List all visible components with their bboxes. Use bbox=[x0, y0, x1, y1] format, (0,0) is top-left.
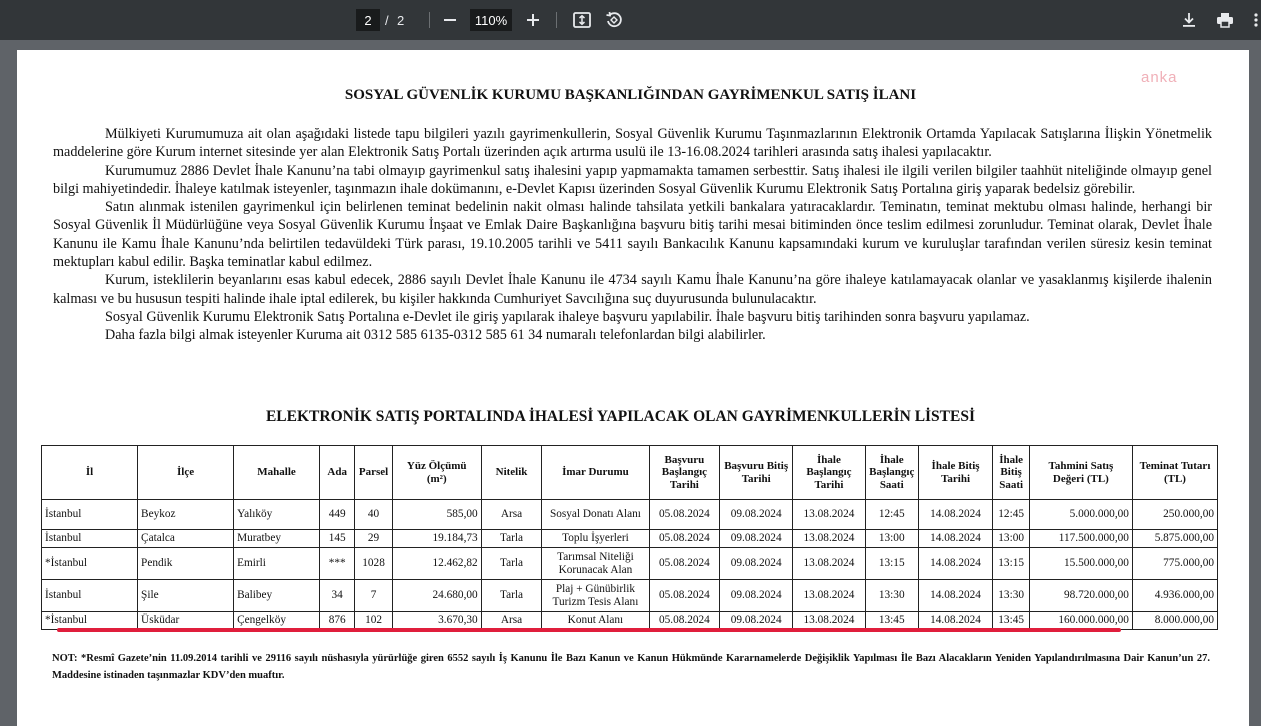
paragraph: Daha fazla bilgi almak isteyenler Kuruma ait 0312 585 6135-0312 585 61 34 numaralı telefonlardan bilgi alabilirler. bbox=[105, 327, 766, 344]
table-cell: Yalıköy bbox=[234, 500, 320, 530]
table-cell: 09.08.2024 bbox=[720, 530, 793, 548]
table-cell: *İstanbul bbox=[42, 612, 138, 630]
column-header: Başvuru Başlangıç Tarihi bbox=[649, 446, 720, 500]
toolbar-divider bbox=[556, 12, 557, 28]
table-cell: 14.08.2024 bbox=[918, 500, 993, 530]
table-cell: 09.08.2024 bbox=[720, 612, 793, 630]
table-cell: 12.462,82 bbox=[392, 548, 481, 580]
table-header-row bbox=[42, 446, 1218, 500]
table-cell: 4.936.000,00 bbox=[1132, 580, 1217, 612]
table-cell: *** bbox=[319, 548, 354, 580]
table-cell: Toplu İşyerleri bbox=[542, 530, 649, 548]
print-icon[interactable] bbox=[1213, 8, 1237, 32]
column-header: İhale Bitiş Tarihi bbox=[918, 446, 993, 500]
column-header: İlçe bbox=[138, 446, 234, 500]
table-cell: 13:15 bbox=[993, 548, 1029, 580]
table-cell: Balibey bbox=[234, 580, 320, 612]
table-cell: 8.000.000,00 bbox=[1132, 612, 1217, 630]
table-cell: 19.184,73 bbox=[392, 530, 481, 548]
table-cell: 585,00 bbox=[392, 500, 481, 530]
anka-watermark: anka bbox=[1141, 69, 1178, 86]
minus-icon[interactable] bbox=[438, 8, 462, 32]
table-cell: 250.000,00 bbox=[1132, 500, 1217, 530]
table-cell: 40 bbox=[355, 500, 392, 530]
table-cell: *İstanbul bbox=[42, 548, 138, 580]
table-cell: Üsküdar bbox=[138, 612, 234, 630]
rotate-icon[interactable] bbox=[602, 8, 626, 32]
download-icon[interactable] bbox=[1177, 8, 1201, 32]
table-cell: 09.08.2024 bbox=[720, 548, 793, 580]
table-cell: 13:45 bbox=[865, 612, 918, 630]
table-cell: Plaj + Günübirlik Turizm Tesis Alanı bbox=[542, 580, 649, 612]
toolbar-divider bbox=[429, 12, 430, 28]
table-cell: 14.08.2024 bbox=[918, 612, 993, 630]
column-header: İmar Durumu bbox=[542, 446, 649, 500]
column-header: Teminat Tutarı (TL) bbox=[1132, 446, 1217, 500]
table-cell: 24.680,00 bbox=[392, 580, 481, 612]
table-row bbox=[42, 612, 1218, 630]
table-cell: 3.670,30 bbox=[392, 612, 481, 630]
more-icon[interactable] bbox=[1251, 8, 1261, 32]
table-cell: İstanbul bbox=[42, 530, 138, 548]
table-cell: Pendik bbox=[138, 548, 234, 580]
table-cell: İstanbul bbox=[42, 500, 138, 530]
table-cell: İstanbul bbox=[42, 580, 138, 612]
table-cell: Çengelköy bbox=[234, 612, 320, 630]
table-cell: Konut Alanı bbox=[542, 612, 649, 630]
table-cell: 14.08.2024 bbox=[918, 548, 993, 580]
table-cell: 13:00 bbox=[865, 530, 918, 548]
table-cell: Beykoz bbox=[138, 500, 234, 530]
table-cell: Arsa bbox=[481, 612, 542, 630]
table-cell: 7 bbox=[355, 580, 392, 612]
list-title: ELEKTRONİK SATIŞ PORTALINDA İHALESİ YAPILACAK OLAN GAYRİMENKULLERİN LİSTESİ bbox=[265, 408, 976, 425]
column-header: İhale Başlangıç Saati bbox=[865, 446, 918, 500]
table-cell: 13:45 bbox=[993, 612, 1029, 630]
table-cell: Tarla bbox=[481, 580, 542, 612]
pdf-toolbar bbox=[0, 0, 1261, 40]
table-cell: Çatalca bbox=[138, 530, 234, 548]
paragraph: Sosyal Güvenlik Kurumu Elektronik Satış Portalına e-Devlet ile giriş yapılarak ihaleye başvuru yapılabilir. İhale başvuru bitiş tarihinden sonra başvuru yapılamaz. bbox=[105, 308, 1030, 325]
table-cell: 15.500.000,00 bbox=[1029, 548, 1132, 580]
plus-icon[interactable] bbox=[521, 8, 545, 32]
table-cell: 775.000,00 bbox=[1132, 548, 1217, 580]
table-cell: 5.875.000,00 bbox=[1132, 530, 1217, 548]
table-cell: 05.08.2024 bbox=[649, 580, 720, 612]
column-header: İhale Bitiş Saati bbox=[993, 446, 1029, 500]
table-cell: Emirli bbox=[234, 548, 320, 580]
table-cell: Muratbey bbox=[234, 530, 320, 548]
column-header: Nitelik bbox=[481, 446, 542, 500]
table-cell: 14.08.2024 bbox=[918, 580, 993, 612]
table-cell: 12:45 bbox=[993, 500, 1029, 530]
table-row bbox=[42, 530, 1218, 548]
table-cell: 98.720.000,00 bbox=[1029, 580, 1132, 612]
table-cell: 13.08.2024 bbox=[793, 500, 866, 530]
column-header: İhale Başlangıç Tarihi bbox=[793, 446, 866, 500]
table-cell: 14.08.2024 bbox=[918, 530, 993, 548]
table-row bbox=[42, 548, 1218, 580]
column-header: Yüz Ölçümü (m²) bbox=[392, 446, 481, 500]
table-cell: 13:00 bbox=[993, 530, 1029, 548]
document-body bbox=[53, 125, 1212, 345]
zoom-level-input[interactable]: 110% bbox=[470, 9, 512, 31]
table-cell: 12:45 bbox=[865, 500, 918, 530]
table-cell: 13.08.2024 bbox=[793, 612, 866, 630]
table-row bbox=[42, 500, 1218, 530]
table-cell: 13.08.2024 bbox=[793, 548, 866, 580]
table-cell: 5.000.000,00 bbox=[1029, 500, 1132, 530]
page-separator: / bbox=[385, 12, 389, 28]
table-cell: 13:15 bbox=[865, 548, 918, 580]
table-cell: 05.08.2024 bbox=[649, 530, 720, 548]
table-cell: 102 bbox=[355, 612, 392, 630]
table-cell: 876 bbox=[319, 612, 354, 630]
table-cell: 05.08.2024 bbox=[649, 612, 720, 630]
table-cell: Tarımsal Niteliği Korunacak Alan bbox=[542, 548, 649, 580]
table-cell: 449 bbox=[319, 500, 354, 530]
table-cell: 34 bbox=[319, 580, 354, 612]
table-cell: 1028 bbox=[355, 548, 392, 580]
table-cell: 13.08.2024 bbox=[793, 580, 866, 612]
document-title: SOSYAL GÜVENLİK KURUMU BAŞKANLIĞINDAN GAYRİMENKUL SATIŞ İLANI bbox=[344, 87, 917, 103]
paragraph: Satın alınmak istenilen gayrimenkul için belirlenen teminat bedelinin nakit olması halinde tahsilata yetkili bankalara yatıracaklardır. Teminatın, teminat mektubu olması halinde, herhangi bir Sosyal Güvenlik İl Müdürlüğüne veya Sosyal Güvenlik Kurumu İnşaat ve Emlak Daire Başkanlığına başvuru bitiş tarihi mesai bitiminden önce teslim edilmesi zorunludur. Teminat olarak, Devlet İhale Kanunu ile Kamu İhale Kanunu’nda belirtilen tedavüldeki Türk parası, 19.10.2005 tarihli ve 5411 sayılı Bankacılık Kanunu kapsamındaki kurum ve kuruluşlar tarafından verilen süresiz kesin teminat mektupları kabul edilir. Başka teminatlar kabul edilmez. bbox=[53, 199, 1212, 271]
table-cell: 29 bbox=[355, 530, 392, 548]
fit-page-icon[interactable] bbox=[570, 8, 594, 32]
table-cell: Şile bbox=[138, 580, 234, 612]
table-cell: Tarla bbox=[481, 548, 542, 580]
table-cell: 05.08.2024 bbox=[649, 548, 720, 580]
table-cell: 05.08.2024 bbox=[649, 500, 720, 530]
table-cell: 13:30 bbox=[865, 580, 918, 612]
column-header: Başvuru Bitiş Tarihi bbox=[720, 446, 793, 500]
table-cell: Arsa bbox=[481, 500, 542, 530]
total-pages: 2 bbox=[397, 12, 405, 28]
table-cell: 117.500.000,00 bbox=[1029, 530, 1132, 548]
paragraph: Mülkiyeti Kurumumuza ait olan aşağıdaki listede tapu bilgileri yazılı gayrimenkullerin, Sosyal Güvenlik Kurumu Taşınmazlarının Elektronik Ortamda Yapılacak Satışlarına İlişkin Yönetmelik maddelerine göre Kurum internet sitesinde yer alan Elektronik Satış Portalı üzerinden açık artırma usulü ile 13-16.08.2024 tarihleri arasında satış ihalesi yapılacaktır. bbox=[53, 126, 1212, 161]
column-header: Ada bbox=[319, 446, 354, 500]
table-cell: Sosyal Donatı Alanı bbox=[542, 500, 649, 530]
table-cell: 13:30 bbox=[993, 580, 1029, 612]
column-header: İl bbox=[42, 446, 138, 500]
table-cell: 145 bbox=[319, 530, 354, 548]
table-cell: 09.08.2024 bbox=[720, 500, 793, 530]
table-cell: 09.08.2024 bbox=[720, 580, 793, 612]
current-page-input[interactable]: 2 bbox=[356, 9, 380, 31]
table-cell: Tarla bbox=[481, 530, 542, 548]
property-table bbox=[41, 445, 1218, 630]
table-row bbox=[42, 580, 1218, 612]
paragraph: Kurumumuz 2886 Devlet İhale Kanunu’na tabi olmayıp gayrimenkul satış ihalesini yapıp yapmamakta tamamen serbesttir. Satış ihalesi ile ilgili verilen bilgiler taahhüt niteliğinde olmayıp genel bilgi mahiyetindedir. İhaleye katılmak isteyenler, taşınmazın ihale dokümanını, e-Devlet Kapısı üzerinden Sosyal Güvenlik Kurumu Elektronik Satış Portalına giriş yaparak bedelsiz görebilir. bbox=[53, 162, 1212, 197]
footnote: NOT: *Resmî Gazete’nin 11.09.2014 tarihli ve 29116 sayılı nüshasıyla yürürlüğe giren 6552 sayılı İş Kanunu İle Bazı Kanun ve Kanun Hükmünde Kararnamelerde Değişiklik Yapılması İle Bazı Alacakların Yeniden Yapılandırılmasına Dair Kanun’un 27. Maddesine istinaden taşınmazlar KDV’den muaftır. bbox=[52, 653, 1210, 681]
red-underline-highlight bbox=[57, 628, 1121, 632]
table-cell: 13.08.2024 bbox=[793, 530, 866, 548]
paragraph: Kurum, isteklilerin beyanlarını esas kabul edecek, 2886 sayılı Devlet İhale Kanunu ile 4734 sayılı Kamu İhale Kanunu’na göre ihaleye katılamayacak olanlar ve yasaklanmış kişilerde ihalenin kalması ve bu hususun tespiti halinde ihale iptal edilerek, bu kişiler hakkında Cumhuriyet Savcılığına suç duyurusunda bulunulacaktır. bbox=[53, 272, 1212, 307]
column-header: Mahalle bbox=[234, 446, 320, 500]
table-cell: 160.000.000,00 bbox=[1029, 612, 1132, 630]
column-header: Parsel bbox=[355, 446, 392, 500]
column-header: Tahmini Satış Değeri (TL) bbox=[1029, 446, 1132, 500]
